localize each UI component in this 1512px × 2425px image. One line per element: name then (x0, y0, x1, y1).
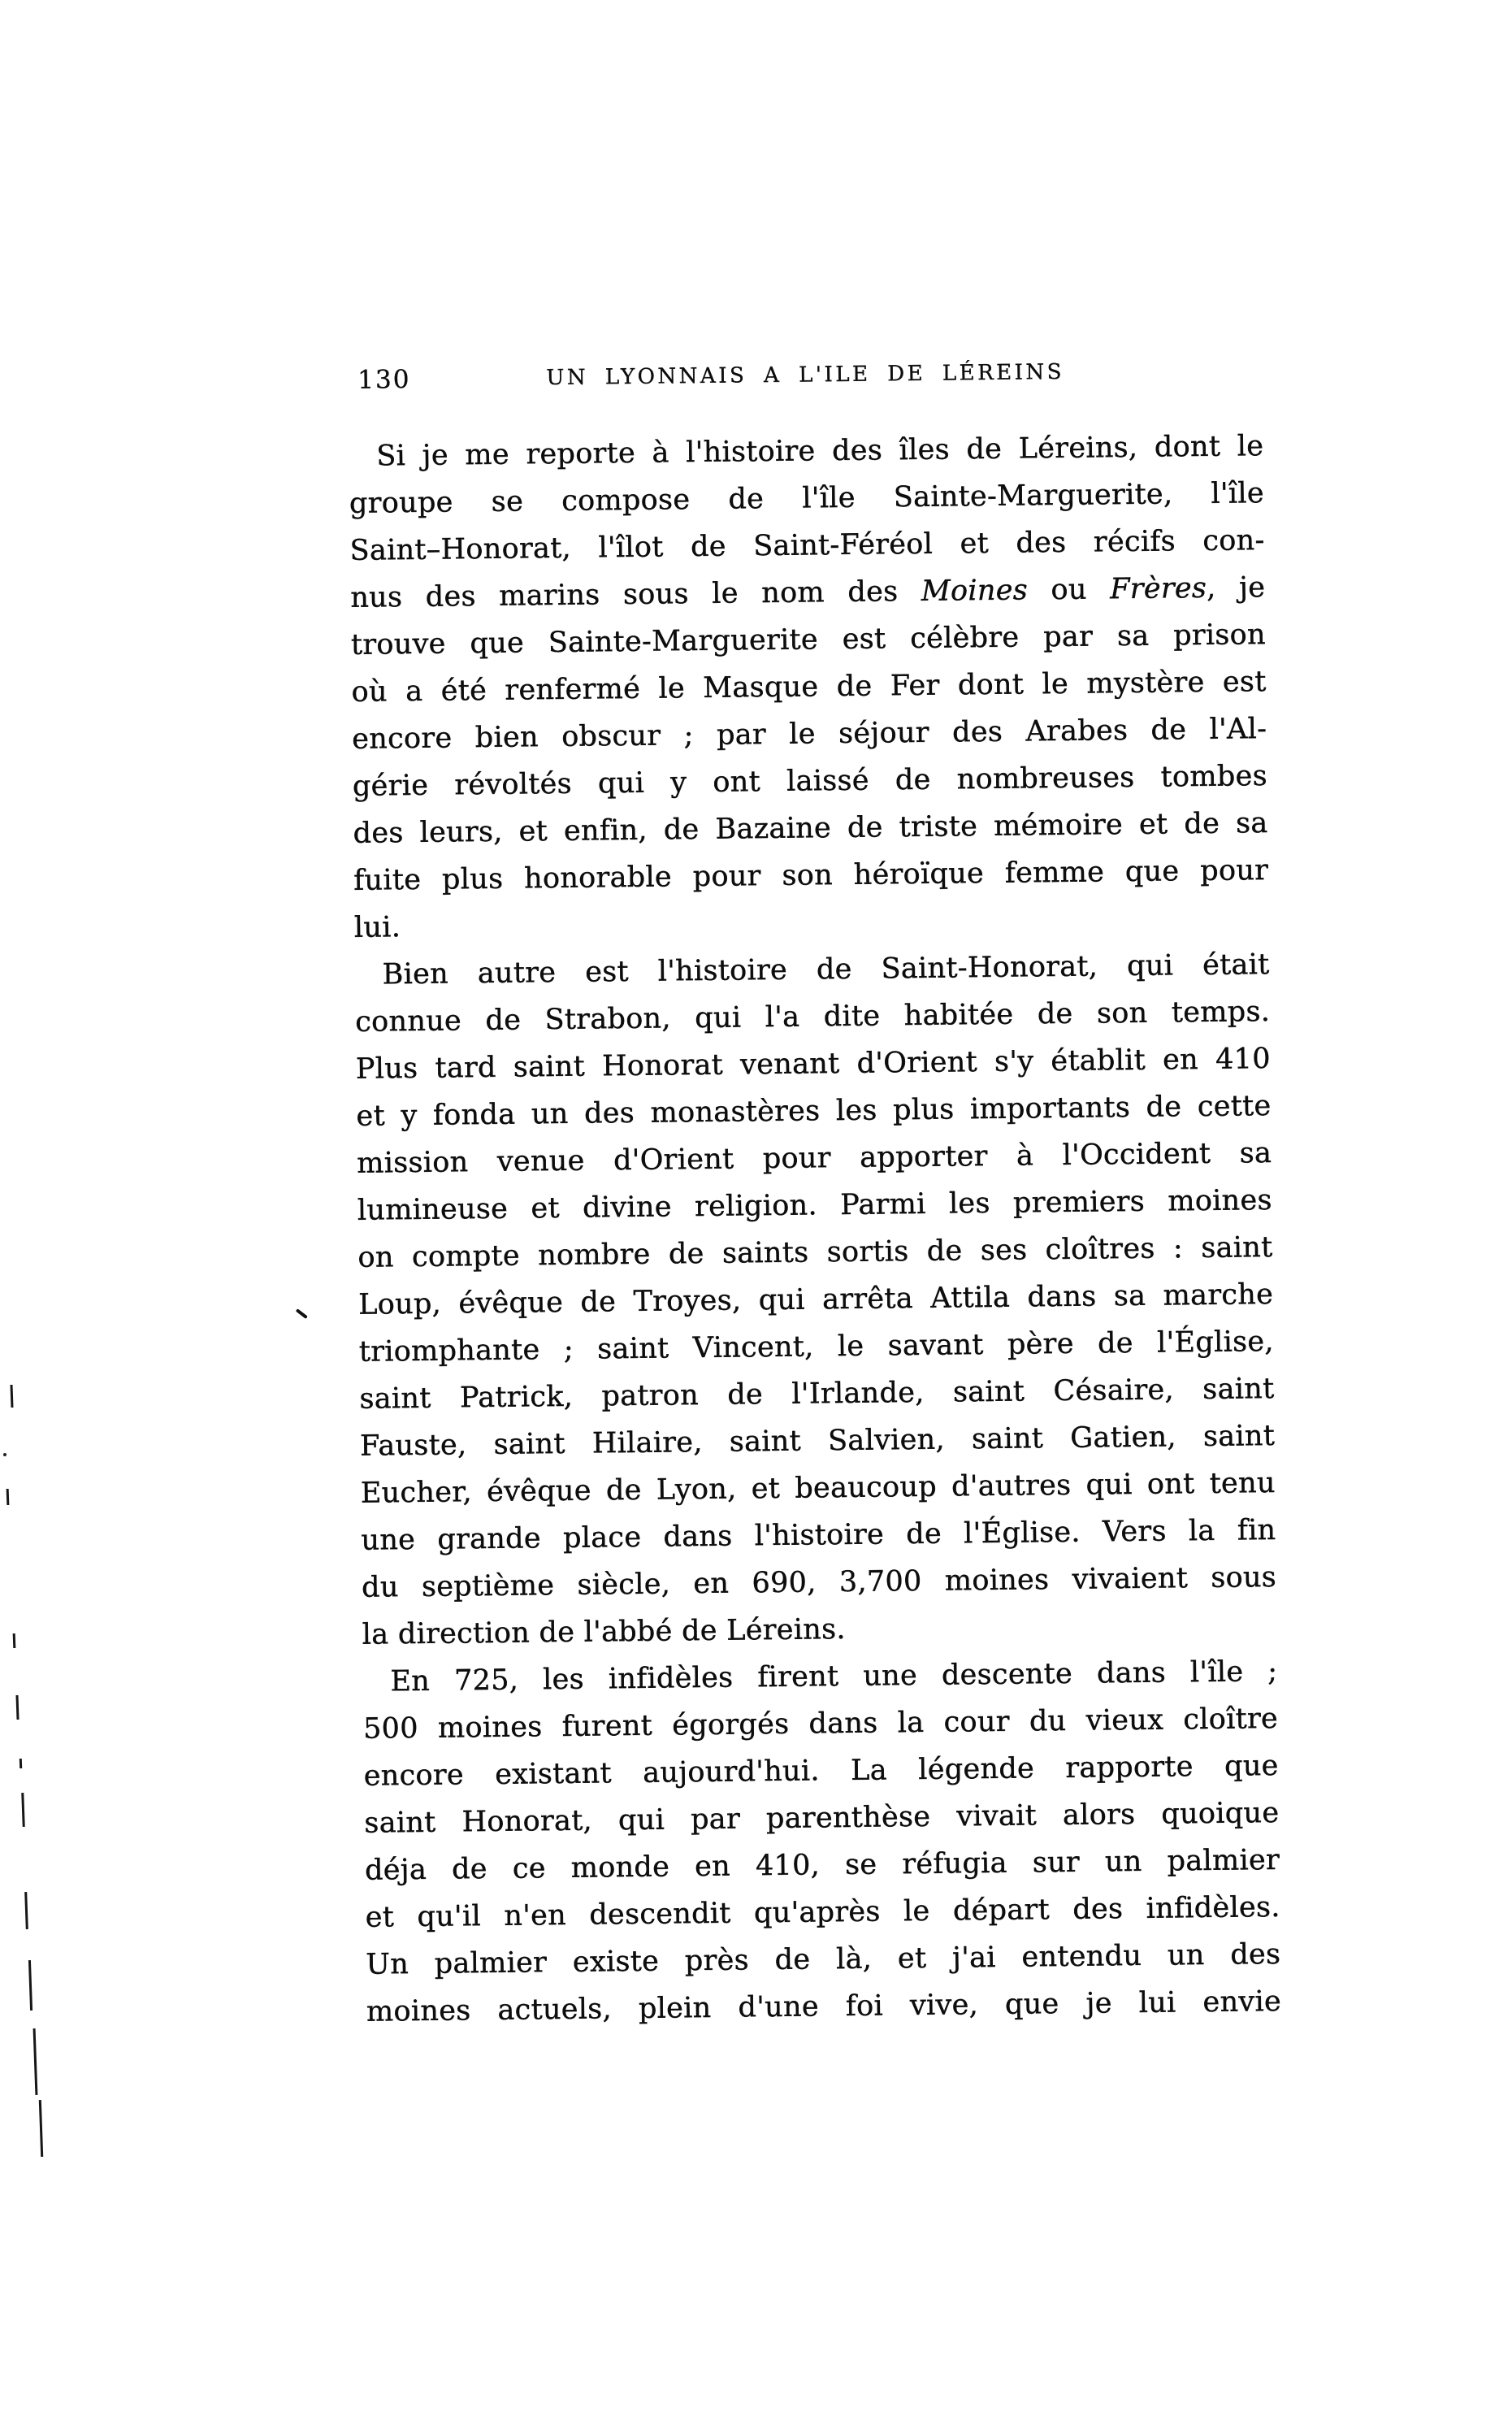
text-line: du septième siècle, en 690, 3,700 moines vivaient sous (361, 1561, 1277, 1604)
text-line: trouve que Sainte-Marguerite est célèbre par sa prison (350, 618, 1267, 662)
margin-artifact (6, 1489, 10, 1505)
text-line: saint Patrick, patron de l'Irlande, saint Césaire, saint (359, 1373, 1275, 1416)
text-line: Loup, évêque de Troyes, qui arrêta Attila dans sa marche (357, 1278, 1274, 1321)
text-line: gérie révoltés qui y ont laissé de nombreuses tombes (352, 760, 1268, 803)
text-line: saint Honorat, qui par parenthèse vivait alors quoique (364, 1796, 1280, 1840)
margin-artifact (13, 1633, 16, 1648)
text-line: nus des marins sous le nom des Moines ou Frères, je (350, 571, 1266, 614)
text-line: Eucher, évêque de Lyon, et beaucoup d'autres qui ont tenu (360, 1467, 1276, 1510)
text-line: où a été renfermé le Masque de Fer dont le mystère est (351, 666, 1267, 709)
text-line: fuite plus honorable pour son héroïque femme que pour (353, 854, 1269, 897)
text-line: une grande place dans l'histoire de l'Église. Vers la fin (361, 1514, 1276, 1557)
text-line: on compte nombre de saints sortis de ses cloîtres : saint (357, 1231, 1273, 1274)
running-head (348, 354, 1263, 400)
text-line: encore existant aujourd'hui. La légende rapporte que (363, 1749, 1279, 1793)
text-line: et y fonda un des monastères les plus importants de cette (356, 1090, 1272, 1133)
margin-artifact (3, 1453, 6, 1456)
text-line: Un palmier existe près de là, et j'ai entendu un des (366, 1937, 1281, 1981)
running-title: UN LYONNAIS A L'ILE DE LÉREINS (546, 359, 1065, 391)
text-line: triomphante ; saint Vincent, le savant père de l'Église, (358, 1325, 1275, 1369)
text-block (349, 423, 1281, 2036)
margin-stray-mark (296, 1308, 308, 1319)
text-line: lumineuse et divine religion. Parmi les premiers moines (357, 1184, 1273, 1227)
text-line: groupe se compose de l'île Sainte-Marguerite, l'île (349, 477, 1265, 520)
text-line: moines actuels, plein d'une foi vive, que je lui envie (366, 1985, 1282, 2028)
text-line: des leurs, et enfin, de Bazaine de triste mémoire et de sa (353, 807, 1268, 850)
text-line: lui. (353, 911, 401, 944)
text-line: Si je me reporte à l'histoire des îles de Léreins, dont le (376, 430, 1264, 473)
page-number: 130 (357, 365, 411, 395)
text-line: 500 moines furent égorgés dans la cour du vieux cloître (362, 1703, 1279, 1746)
text-line: encore bien obscur ; par le séjour des Arabes de l'Al- (352, 713, 1267, 756)
text-line: Bien autre est l'histoire de Saint-Honorat, qui était (382, 948, 1270, 991)
text-line: Saint–Honorat, l'îlot de Saint-Féréol et des récifs con- (349, 524, 1265, 567)
text-line: et qu'il n'en descendit qu'après le départ des infidèles. (365, 1890, 1280, 1934)
text-line: Fauste, saint Hilaire, saint Salvien, saint Gatien, saint (359, 1420, 1276, 1463)
text-line: Plus tard saint Honorat venant d'Orient s'y établit en 410 (355, 1043, 1272, 1086)
text-line: la direction de l'abbé de Léreins. (362, 1613, 847, 1651)
text-line: En 725, les infidèles firent une descente dans l'île ; (390, 1655, 1278, 1698)
text-line: mission venue d'Orient pour apporter à l'Occident sa (356, 1137, 1272, 1180)
margin-artifact (19, 1759, 22, 1768)
text-line: déja de ce monde en 410, se réfugia sur un palmier (364, 1843, 1280, 1887)
text-line: connue de Strabon, qui l'a dite habitée de son temps. (355, 996, 1271, 1039)
